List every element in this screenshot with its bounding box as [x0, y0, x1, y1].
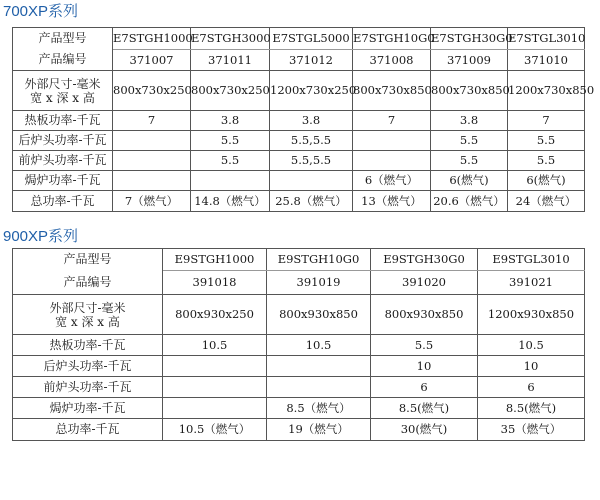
value-cell: [353, 151, 431, 171]
row-label: 后炉头功率-千瓦: [13, 131, 113, 151]
model-cell: E9STGH1000: [163, 249, 267, 271]
dimension-row: [13, 295, 585, 335]
model-cell: E9STGH10G0: [267, 249, 371, 271]
row-label: 前炉头功率-千瓦: [13, 377, 163, 398]
value-cell: 1200x730x850: [508, 71, 585, 111]
value-cell: 8.5（燃气）: [267, 398, 371, 419]
value-cell: 5.5: [191, 151, 270, 171]
value-cell: [267, 377, 371, 398]
oven-power-row: [13, 171, 585, 191]
model-cell: E7STGH10G0: [353, 28, 431, 50]
series-900-table: [12, 248, 585, 441]
model-label: 产品型号: [13, 28, 113, 50]
value-cell: [163, 377, 267, 398]
value-cell: 10.5: [163, 335, 267, 356]
value-cell: 10: [371, 356, 478, 377]
total-power-row: [13, 191, 585, 212]
value-cell: 800x730x250: [113, 71, 191, 111]
model-cell: E7STGL5000: [270, 28, 353, 50]
row-label: 前炉头功率-千瓦: [13, 151, 113, 171]
value-cell: 6(燃气): [431, 171, 508, 191]
value-cell: 24（燃气）: [508, 191, 585, 212]
hotplate-power-row: [13, 111, 585, 131]
value-cell: 10.5（燃气）: [163, 419, 267, 441]
value-cell: 30(燃气): [371, 419, 478, 441]
value-cell: 800x730x850: [353, 71, 431, 111]
value-cell: 10.5: [267, 335, 371, 356]
row-label: 热板功率-千瓦: [13, 335, 163, 356]
code-cell: 371007: [113, 50, 191, 71]
value-cell: 5.5,5.5: [270, 151, 353, 171]
code-label: 产品编号: [13, 271, 163, 295]
dimension-label-line1: 外部尺寸-毫米: [24, 76, 101, 91]
value-cell: 800x930x250: [163, 295, 267, 335]
value-cell: 7: [508, 111, 585, 131]
model-cell: E7STGL3010: [508, 28, 585, 50]
row-label: 热板功率-千瓦: [13, 111, 113, 131]
series-700-table: [12, 27, 595, 212]
value-cell: 6: [478, 377, 585, 398]
value-cell: [113, 171, 191, 191]
value-cell: 1200x730x250: [270, 71, 353, 111]
dimension-label-line1: 外部尺寸-毫米: [49, 300, 126, 315]
dimension-label: [13, 71, 113, 111]
value-cell: 800x930x850: [371, 295, 478, 335]
value-cell: 10: [478, 356, 585, 377]
value-cell: 25.8（燃气）: [270, 191, 353, 212]
code-row: [13, 50, 585, 71]
oven-power-row: [13, 398, 585, 419]
value-cell: 5.5: [431, 151, 508, 171]
value-cell: 5.5: [508, 131, 585, 151]
rear-burner-power-row: [13, 131, 585, 151]
code-row: [13, 271, 585, 295]
rear-burner-power-row: [13, 356, 585, 377]
value-cell: 6: [371, 377, 478, 398]
model-cell: E9STGH30G0: [371, 249, 478, 271]
row-label: 焗炉功率-千瓦: [13, 398, 163, 419]
value-cell: 7: [353, 111, 431, 131]
value-cell: 3.8: [270, 111, 353, 131]
model-cell: E9STGL3010: [478, 249, 585, 271]
dimension-label: [13, 295, 163, 335]
code-cell: 391019: [267, 271, 371, 295]
value-cell: 5.5: [431, 131, 508, 151]
dimension-label-line2: 宽 x 深 x 高: [30, 90, 95, 105]
row-label: 总功率-千瓦: [13, 419, 163, 441]
value-cell: 5.5: [191, 131, 270, 151]
code-cell: 391020: [371, 271, 478, 295]
series-900-title: 900XP系列: [3, 228, 79, 245]
value-cell: 5.5: [508, 151, 585, 171]
value-cell: [163, 398, 267, 419]
hotplate-power-row: [13, 335, 585, 356]
code-label: 产品编号: [13, 50, 113, 71]
model-row: [13, 249, 585, 271]
value-cell: 6(燃气): [508, 171, 585, 191]
value-cell: 5.5,5.5: [270, 131, 353, 151]
dimension-row: [13, 71, 585, 111]
value-cell: 13（燃气）: [353, 191, 431, 212]
code-cell: 371012: [270, 50, 353, 71]
code-cell: 371011: [191, 50, 270, 71]
model-label: 产品型号: [13, 249, 163, 271]
value-cell: [191, 171, 270, 191]
value-cell: [353, 131, 431, 151]
value-cell: [113, 131, 191, 151]
front-burner-power-row: [13, 151, 585, 171]
code-cell: 371008: [353, 50, 431, 71]
value-cell: [113, 151, 191, 171]
dimension-label-line2: 宽 x 深 x 高: [55, 314, 120, 329]
total-power-row: [13, 419, 585, 441]
value-cell: 1200x930x850: [478, 295, 585, 335]
model-row: [13, 28, 585, 50]
value-cell: 3.8: [191, 111, 270, 131]
code-cell: 391021: [478, 271, 585, 295]
value-cell: [267, 356, 371, 377]
code-cell: 391018: [163, 271, 267, 295]
value-cell: 20.6（燃气）: [431, 191, 508, 212]
value-cell: 6（燃气）: [353, 171, 431, 191]
value-cell: 7: [113, 111, 191, 131]
model-cell: E7STGH30G0: [431, 28, 508, 50]
series-700-title: 700XP系列: [3, 3, 79, 20]
value-cell: 800x730x850: [431, 71, 508, 111]
value-cell: 800x930x850: [267, 295, 371, 335]
value-cell: 8.5(燃气): [478, 398, 585, 419]
row-label: 后炉头功率-千瓦: [13, 356, 163, 377]
row-label: 总功率-千瓦: [13, 191, 113, 212]
value-cell: 7（燃气）: [113, 191, 191, 212]
value-cell: 5.5: [371, 335, 478, 356]
value-cell: [163, 356, 267, 377]
value-cell: 14.8（燃气）: [191, 191, 270, 212]
value-cell: 800x730x250: [191, 71, 270, 111]
value-cell: [270, 171, 353, 191]
row-label: 焗炉功率-千瓦: [13, 171, 113, 191]
value-cell: 8.5(燃气): [371, 398, 478, 419]
value-cell: 10.5: [478, 335, 585, 356]
value-cell: 35（燃气）: [478, 419, 585, 441]
value-cell: 3.8: [431, 111, 508, 131]
model-cell: E7STGH3000: [191, 28, 270, 50]
code-cell: 371010: [508, 50, 585, 71]
code-cell: 371009: [431, 50, 508, 71]
front-burner-power-row: [13, 377, 585, 398]
value-cell: 19（燃气）: [267, 419, 371, 441]
model-cell: E7STGH1000: [113, 28, 191, 50]
